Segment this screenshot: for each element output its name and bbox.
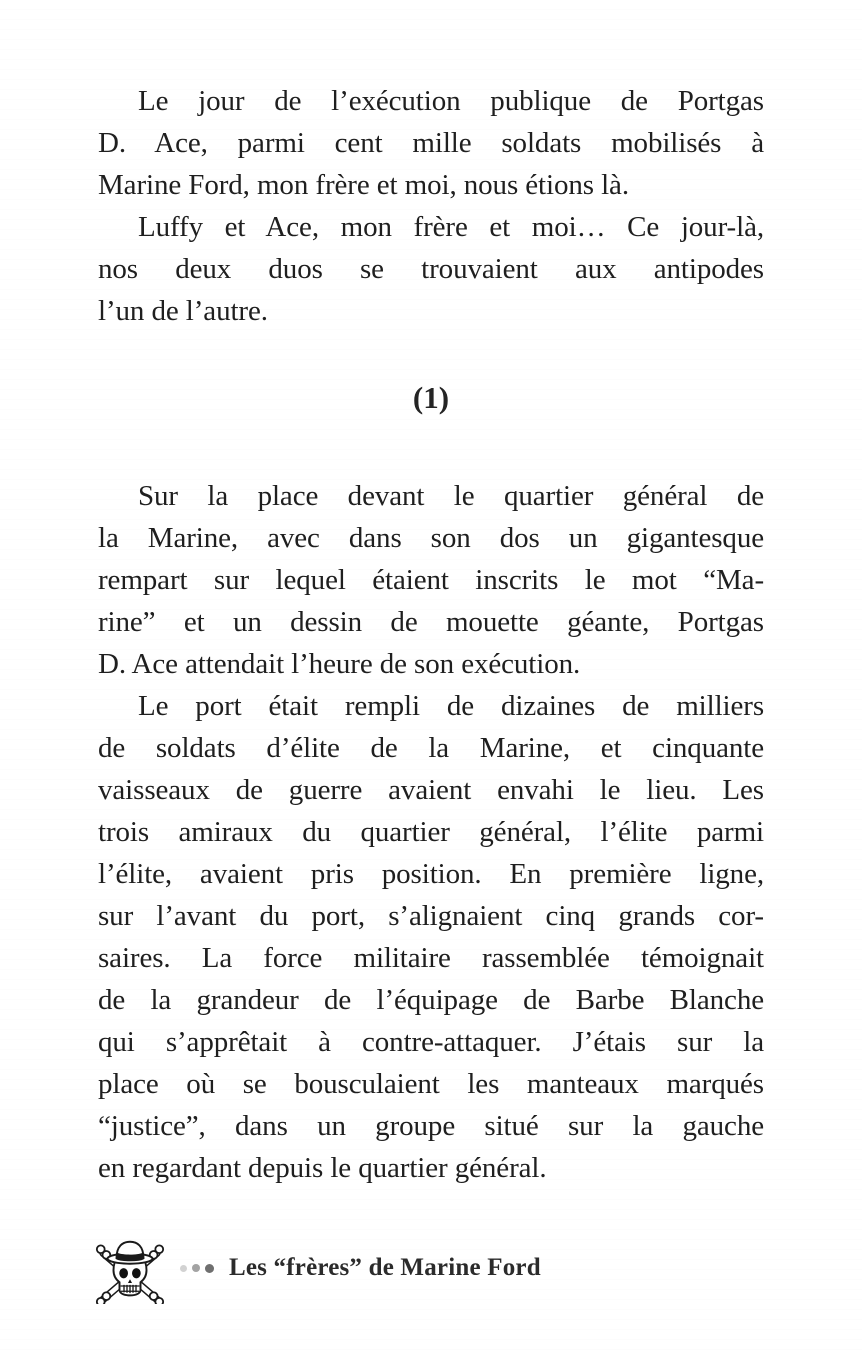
text-line: saires. La force militaire rassemblée témoignait — [98, 942, 764, 974]
text-line: rine” et un dessin de mouette géante, Portgas — [98, 606, 764, 638]
running-title: Les “frères” de Marine Ford — [229, 1254, 541, 1281]
text-line: Le port était rempli de dizaines de milliers — [138, 690, 764, 722]
text-line: l’un de l’autre. — [98, 295, 268, 327]
paragraph — [98, 685, 764, 1189]
text-line: de la grandeur de l’équipage de Barbe Blanche — [98, 984, 764, 1016]
paragraph — [98, 80, 764, 206]
paragraph — [98, 206, 764, 332]
straw-hat-jolly-roger-icon — [92, 1232, 168, 1304]
footer-dots — [180, 1264, 219, 1273]
text-line: Le jour de l’exécution publique de Portgas — [138, 85, 764, 117]
text-line: qui s’apprêtait à contre-attaquer. J’étais sur la — [98, 1026, 764, 1058]
text-line: Luffy et Ace, mon frère et moi… Ce jour-là, — [138, 211, 764, 243]
text-line: la Marine, avec dans son dos un gigantesque — [98, 522, 764, 554]
text-line: nos deux duos se trouvaient aux antipodes — [98, 253, 764, 285]
footer-dot — [205, 1264, 214, 1273]
text-line: “justice”, dans un groupe situé sur la gauche — [98, 1110, 764, 1142]
page-text-block — [98, 0, 764, 1189]
text-line: D. Ace attendait l’heure de son exécution. — [98, 648, 581, 680]
footer-dot — [192, 1264, 200, 1272]
body-paragraphs — [98, 475, 764, 1189]
section-number: (1) — [412, 380, 450, 415]
text-line: sur l’avant du port, s’alignaient cinq grands cor- — [98, 900, 764, 932]
text-line: de soldats d’élite de la Marine, et cinquante — [98, 732, 764, 764]
page-footer — [92, 1232, 541, 1304]
text-line: l’élite, avaient pris position. En première ligne, — [98, 858, 764, 890]
text-line: place où se bousculaient les manteaux marqués — [98, 1068, 764, 1100]
text-line: trois amiraux du quartier général, l’élite parmi — [98, 816, 764, 848]
text-line: D. Ace, parmi cent mille soldats mobilisés à — [98, 127, 764, 159]
footer-dot — [180, 1265, 187, 1272]
paragraph — [98, 475, 764, 685]
text-line: en regardant depuis le quartier général. — [98, 1152, 547, 1184]
text-line: rempart sur lequel étaient inscrits le mot “Ma- — [98, 564, 764, 596]
text-line: vaisseaux de guerre avaient envahi le lieu. Les — [98, 774, 764, 806]
text-line: Sur la place devant le quartier général de — [138, 480, 764, 512]
intro-paragraphs — [98, 0, 764, 332]
text-line: Marine Ford, mon frère et moi, nous étions là. — [98, 169, 629, 201]
